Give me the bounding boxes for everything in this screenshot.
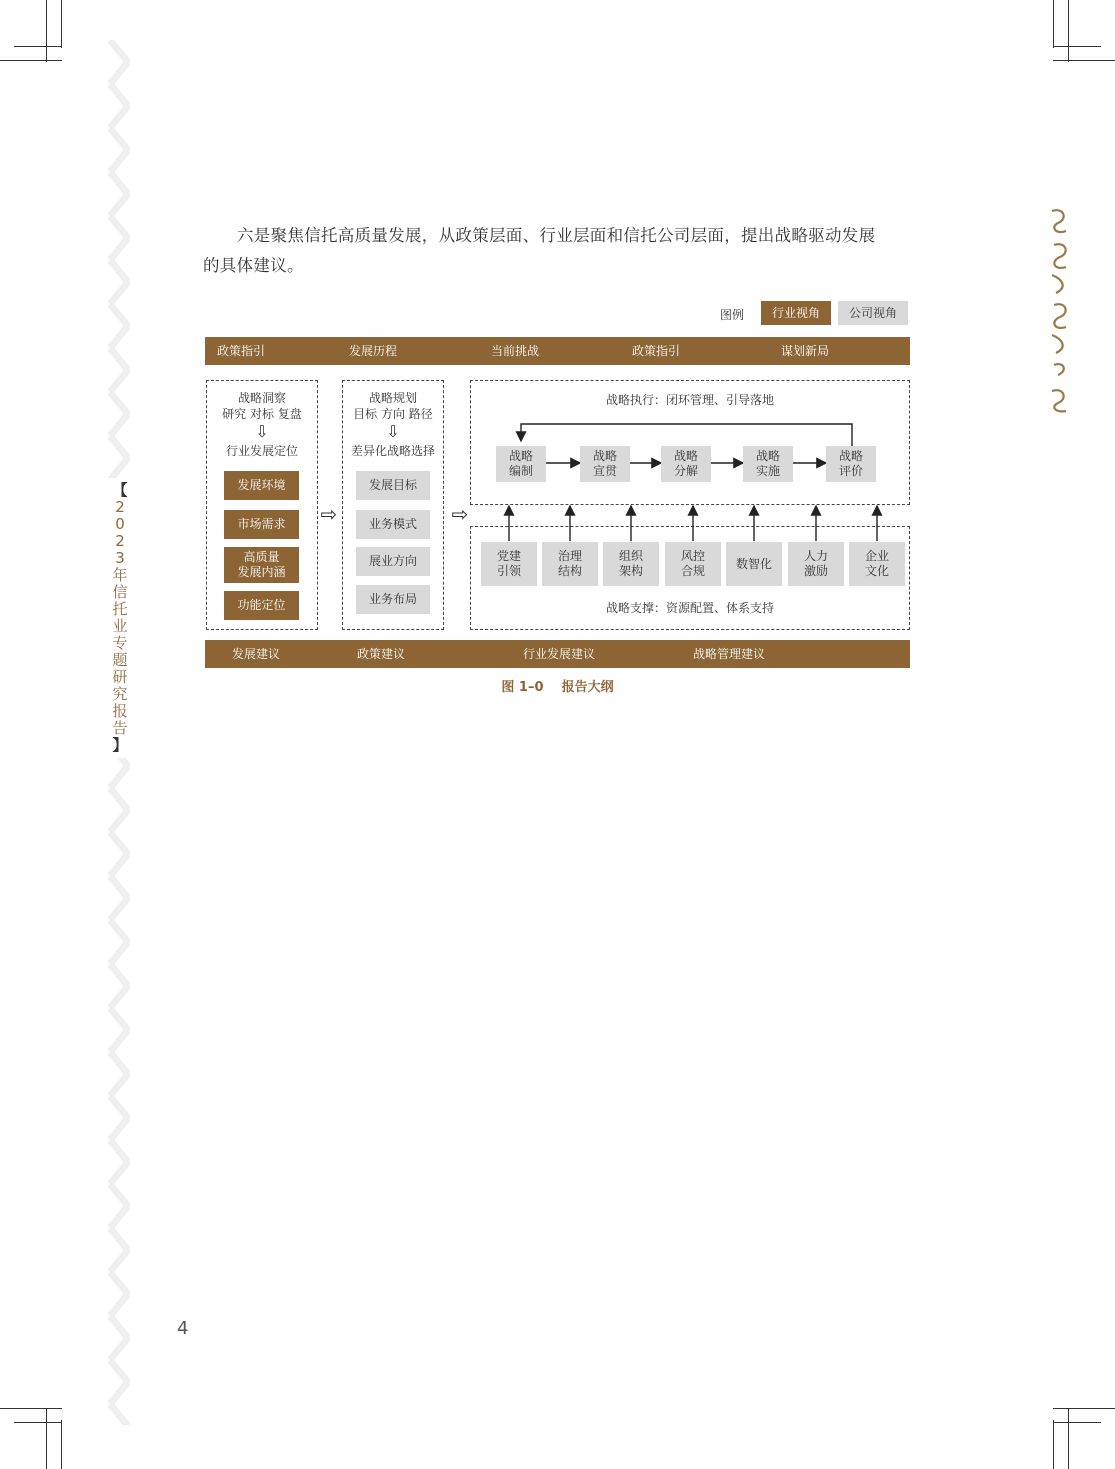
item-label: 功能定位 — [237, 598, 286, 612]
top-bar-item: 政策指引 — [217, 344, 266, 358]
legend-label: 图例 — [720, 308, 745, 322]
item-label: 发展目标 — [368, 478, 417, 492]
page-number: 4 — [177, 1318, 189, 1339]
feedback-loop-arrow — [521, 424, 852, 446]
support-label: 党建 — [496, 549, 521, 563]
top-bar-item: 谋划新局 — [781, 344, 830, 358]
execution-title: 战略执行：闭环管理、引导落地 — [605, 393, 774, 407]
figure-number: 图 1–0 — [501, 680, 544, 695]
item-label: 发展环境 — [237, 478, 286, 492]
step-compile — [496, 446, 546, 482]
item-label: 展业方向 — [368, 554, 417, 568]
running-title-char: 2 — [115, 498, 125, 516]
bottom-bar-item: 发展建议 — [232, 647, 281, 661]
support-label: 激励 — [803, 564, 828, 578]
support-label: 引领 — [496, 564, 521, 578]
support-digital-intelligence — [726, 542, 782, 586]
step-label: 战略 — [673, 449, 698, 463]
bottom-bar-item: 战略管理建议 — [693, 647, 766, 661]
bottom-bar-item: 行业发展建议 — [523, 647, 596, 661]
running-title-char: 2 — [115, 532, 125, 550]
support-label: 企业 — [864, 549, 889, 563]
right-arrow-icon: ⇨ — [320, 502, 338, 526]
step-label: 战略 — [755, 449, 780, 463]
crop-mark — [14, 1422, 62, 1423]
step-evaluate — [826, 446, 876, 482]
paragraph-line: 的具体建议。 — [203, 256, 304, 275]
top-bar-item: 发展历程 — [349, 344, 398, 358]
planning-title: 战略规划 — [368, 391, 417, 405]
down-arrow-icon: ⇩ — [255, 422, 269, 441]
step-label: 战略 — [592, 449, 617, 463]
step-implement — [743, 446, 793, 482]
item-label: 业务模式 — [368, 517, 417, 531]
top-bar-item: 政策指引 — [632, 344, 681, 358]
planning-result: 差异化战略选择 — [350, 444, 435, 458]
crop-mark — [1053, 1408, 1115, 1409]
running-title-char: 报 — [112, 702, 128, 720]
support-label: 组织 — [618, 549, 643, 563]
support-governance — [542, 542, 598, 586]
legend-industry: 行业视角 — [761, 301, 831, 325]
support-label: 风控 — [680, 549, 705, 563]
support-title: 战略支撑：资源配置、体系支持 — [605, 601, 774, 615]
support-label: 人力 — [803, 549, 828, 563]
paragraph-line: 六是聚焦信托高质量发展，从政策层面、行业层面和信托公司层面，提出战略驱动发展 — [237, 226, 876, 245]
item-label: 高质量 — [243, 550, 280, 564]
step-label: 分解 — [673, 464, 698, 478]
running-title-char: 3 — [115, 549, 125, 567]
support-culture — [849, 542, 905, 586]
running-title-char: 究 — [112, 685, 128, 703]
item-label: 发展内涵 — [237, 565, 286, 579]
support-label: 数智化 — [735, 556, 772, 571]
running-title-open-bracket: 【 — [112, 481, 128, 499]
planning-methods: 目标 方向 路径 — [353, 407, 433, 421]
support-party-building — [481, 542, 537, 586]
support-label: 架构 — [618, 564, 643, 578]
right-arrow-icon: ⇨ — [451, 502, 469, 526]
support-label: 合规 — [680, 564, 705, 578]
step-label: 战略 — [508, 449, 533, 463]
support-label: 结构 — [557, 564, 582, 578]
step-decompose — [661, 446, 711, 482]
crop-mark — [1053, 1420, 1054, 1469]
legend-company: 公司视角 — [838, 301, 908, 325]
top-bar-item: 当前挑战 — [491, 344, 540, 358]
insight-result: 行业发展定位 — [225, 444, 298, 458]
support-risk-compliance — [665, 542, 721, 586]
flow-connectors — [0, 0, 1115, 700]
support-organization — [603, 542, 659, 586]
crop-mark — [46, 1408, 47, 1469]
running-title-char: 年 — [112, 566, 128, 584]
item-label: 市场需求 — [237, 517, 286, 531]
step-publicize — [580, 446, 630, 482]
running-title-char: 告 — [112, 719, 128, 737]
crop-mark — [1053, 1422, 1101, 1423]
bottom-bar-item: 政策建议 — [357, 647, 406, 661]
step-label: 战略 — [838, 449, 863, 463]
running-title-char: 专 — [112, 634, 128, 652]
crop-mark — [1068, 1408, 1069, 1469]
insight-methods: 研究 对标 复盘 — [222, 407, 302, 421]
insight-title: 战略洞察 — [237, 391, 286, 405]
running-title-char: 0 — [115, 515, 125, 533]
running-title-close-bracket: 】 — [112, 736, 128, 754]
step-label: 编制 — [508, 464, 533, 478]
support-label: 治理 — [557, 549, 582, 563]
step-label: 宣贯 — [592, 464, 617, 478]
figure-title: 报告大纲 — [561, 680, 614, 695]
step-label: 实施 — [755, 464, 780, 478]
running-title-char: 研 — [112, 668, 128, 686]
down-arrow-icon: ⇩ — [386, 422, 400, 441]
step-label: 评价 — [838, 464, 863, 478]
running-title-char: 信 — [112, 583, 128, 601]
running-title-char: 托 — [112, 600, 128, 618]
item-label: 业务布局 — [368, 592, 417, 606]
crop-mark — [0, 1408, 62, 1409]
figure-caption — [0, 676, 1115, 695]
support-hr-incentive — [788, 542, 844, 586]
running-title-char: 业 — [112, 617, 128, 635]
crop-mark — [61, 1420, 62, 1469]
support-label: 文化 — [864, 564, 889, 578]
bottom-bar — [205, 640, 910, 668]
running-title-char: 题 — [112, 651, 128, 669]
